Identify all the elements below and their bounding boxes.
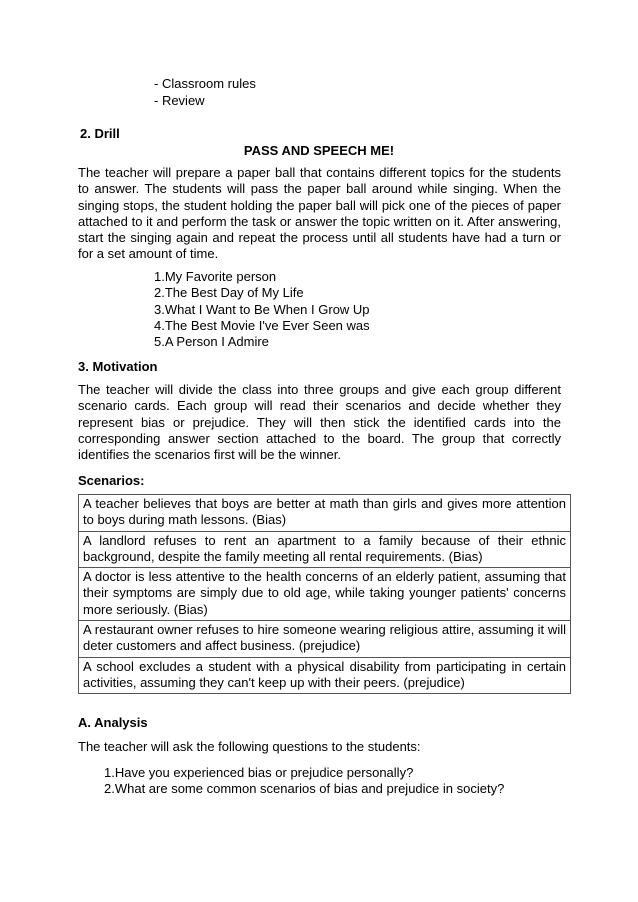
list-item: 5.A Person I Admire xyxy=(154,334,269,350)
drill-paragraph: The teacher will prepare a paper ball that contains different topics for the students to answer. The students will pass the paper ball around while singing. When the singing stops, the student holding the paper ball will pick one of the pieces of paper attached to it and perform the task or answer the topic written on it. After answering, start the singing again and repeat the process until all students have had a turn or for a set amount of time. xyxy=(78,165,561,262)
scenario-cell: A restaurant owner refuses to hire someone wearing religious attire, assuming it will deter customers and affect business. (prejudice) xyxy=(79,621,571,658)
table-row xyxy=(79,568,571,621)
analysis-heading: A. Analysis xyxy=(78,715,148,730)
drill-topics-list xyxy=(154,269,370,350)
drill-title: PASS AND SPEECH ME! xyxy=(243,143,395,158)
table-row xyxy=(79,657,571,694)
scenarios-heading: Scenarios: xyxy=(78,473,145,488)
list-item: 3.What I Want to Be When I Grow Up xyxy=(154,301,370,317)
list-item: 2.The Best Day of My Life xyxy=(154,285,304,301)
list-item: 2.What are some common scenarios of bias and prejudice in society? xyxy=(104,781,505,797)
scenario-cell: A landlord refuses to rent an apartment to a family because of their ethnic background, despite the family meeting all rental requirements. (Bias) xyxy=(79,531,571,568)
table-row xyxy=(79,495,571,532)
table-row xyxy=(79,531,571,568)
list-item: 4.The Best Movie I've Ever Seen was xyxy=(154,317,370,333)
scenario-cell: A doctor is less attentive to the health concerns of an elderly patient, assuming that their symptoms are simply due to old age, while taking younger patients' concerns more seriously. (Bias) xyxy=(79,568,571,621)
list-item: - Review xyxy=(154,92,205,108)
scenarios-table xyxy=(78,494,571,694)
table-row xyxy=(79,621,571,658)
scenario-cell: A school excludes a student with a physical disability from participating in certain activities, assuming they can't keep up with their peers. (prejudice) xyxy=(79,657,571,694)
list-item: 1.My Favorite person xyxy=(154,269,277,284)
scenario-cell: A teacher believes that boys are better at math than girls and gives more attention to boys during math lessons. (Bias) xyxy=(79,495,571,532)
analysis-questions-list xyxy=(104,765,504,798)
motivation-heading: 3. Motivation xyxy=(78,359,158,374)
list-item: 1.Have you experienced bias or prejudice personally? xyxy=(104,765,414,780)
analysis-intro: The teacher will ask the following questions to the students: xyxy=(78,739,421,754)
drill-heading: 2. Drill xyxy=(80,126,120,141)
motivation-paragraph: The teacher will divide the class into three groups and give each group different scenario cards. Each group will read their scenarios and decide whether they represent bias or prejudice. They will then stick the identified cards into the corresponding answer section attached to the board. The group that correctly identifies the scenarios first will be the winner. xyxy=(78,382,561,463)
list-item: - Classroom rules xyxy=(154,76,256,91)
lesson-review-list xyxy=(154,76,256,109)
